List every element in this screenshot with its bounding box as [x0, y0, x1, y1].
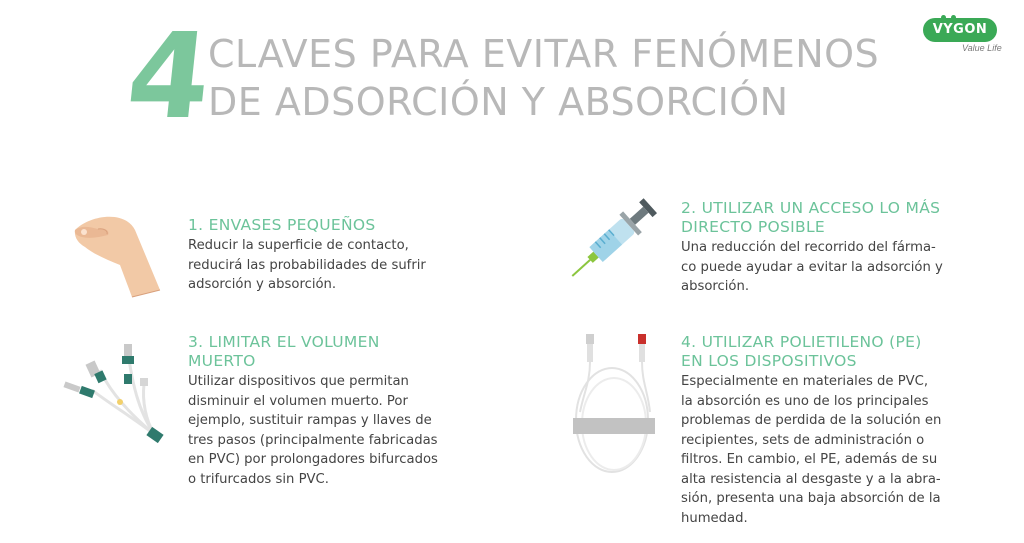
text-line: Especialmente en materiales de PVC,	[681, 374, 929, 389]
title-line: DIRECTO POSIBLE	[681, 218, 826, 236]
title-line: 3. LIMITAR EL VOLUMEN	[188, 333, 380, 351]
text-line: recipientes, sets de administración o	[681, 432, 925, 448]
big-number-four: 4	[120, 7, 218, 145]
title-line: 4. UTILIZAR POLIETILENO (PE)	[681, 333, 922, 351]
title-line-1: CLAVES PARA EVITAR FENÓMENOS	[208, 32, 880, 76]
tubing-set-icon	[570, 332, 665, 482]
text-line: la absorción es uno de los principales	[681, 393, 929, 409]
item-2-title	[681, 199, 940, 237]
item-3-title	[188, 333, 380, 371]
text-line: Reducir la superficie de contacto,	[188, 238, 409, 253]
vygon-logo	[923, 18, 997, 42]
item-4-text	[681, 372, 941, 528]
text-line: sión, presenta una baja absorción de la	[681, 491, 941, 506]
text-line: Utilizar dispositivos que permitan	[188, 374, 409, 389]
text-line: en PVC) por prolongadores bifurcados	[188, 452, 438, 467]
text-line: reducirá las probabilidades de sufrir	[188, 257, 426, 273]
item-4-title	[681, 333, 922, 371]
logo-dot	[951, 15, 956, 20]
text-line: disminuir el volumen muerto. Por	[188, 393, 408, 409]
text-line: ejemplo, sustituir rampas y llaves de	[188, 413, 432, 428]
text-line: Una reducción del recorrido del fárma-	[681, 240, 936, 255]
text-line: co puede ayudar a evitar la adsorción y	[681, 259, 943, 275]
brand-tagline: Value Life	[962, 43, 1002, 53]
text-line: humedad.	[681, 510, 748, 526]
brand-name: VYGON	[932, 22, 988, 37]
text-line: adsorción y absorción.	[188, 277, 337, 292]
page-title	[208, 30, 879, 126]
item-3-text	[188, 372, 438, 489]
item-2-text	[681, 238, 943, 297]
title-line: EN LOS DISPOSITIVOS	[681, 352, 857, 370]
text-line: o trifurcados sin PVC.	[188, 471, 329, 487]
item-1-text	[188, 236, 426, 295]
multi-connector-icon	[62, 342, 172, 447]
logo-dot	[941, 15, 946, 20]
syringe-icon	[558, 190, 668, 295]
title-line: 2. UTILIZAR UN ACCESO LO MÁS	[681, 199, 941, 217]
hand-icon	[70, 205, 165, 300]
text-line: tres pasos (principalmente fabricadas	[188, 432, 438, 448]
title-line-2: DE ADSORCIÓN Y ABSORCIÓN	[208, 80, 789, 124]
text-line: problemas de perdida de la solución en	[681, 413, 942, 428]
text-line: absorción.	[681, 279, 750, 294]
text-line: alta resistencia al desgaste y a la abra-	[681, 471, 941, 487]
text-line: filtros. En cambio, el PE, además de su	[681, 452, 938, 467]
item-1-title: 1. ENVASES PEQUEÑOS	[188, 216, 376, 234]
title-line: MUERTO	[188, 352, 256, 370]
